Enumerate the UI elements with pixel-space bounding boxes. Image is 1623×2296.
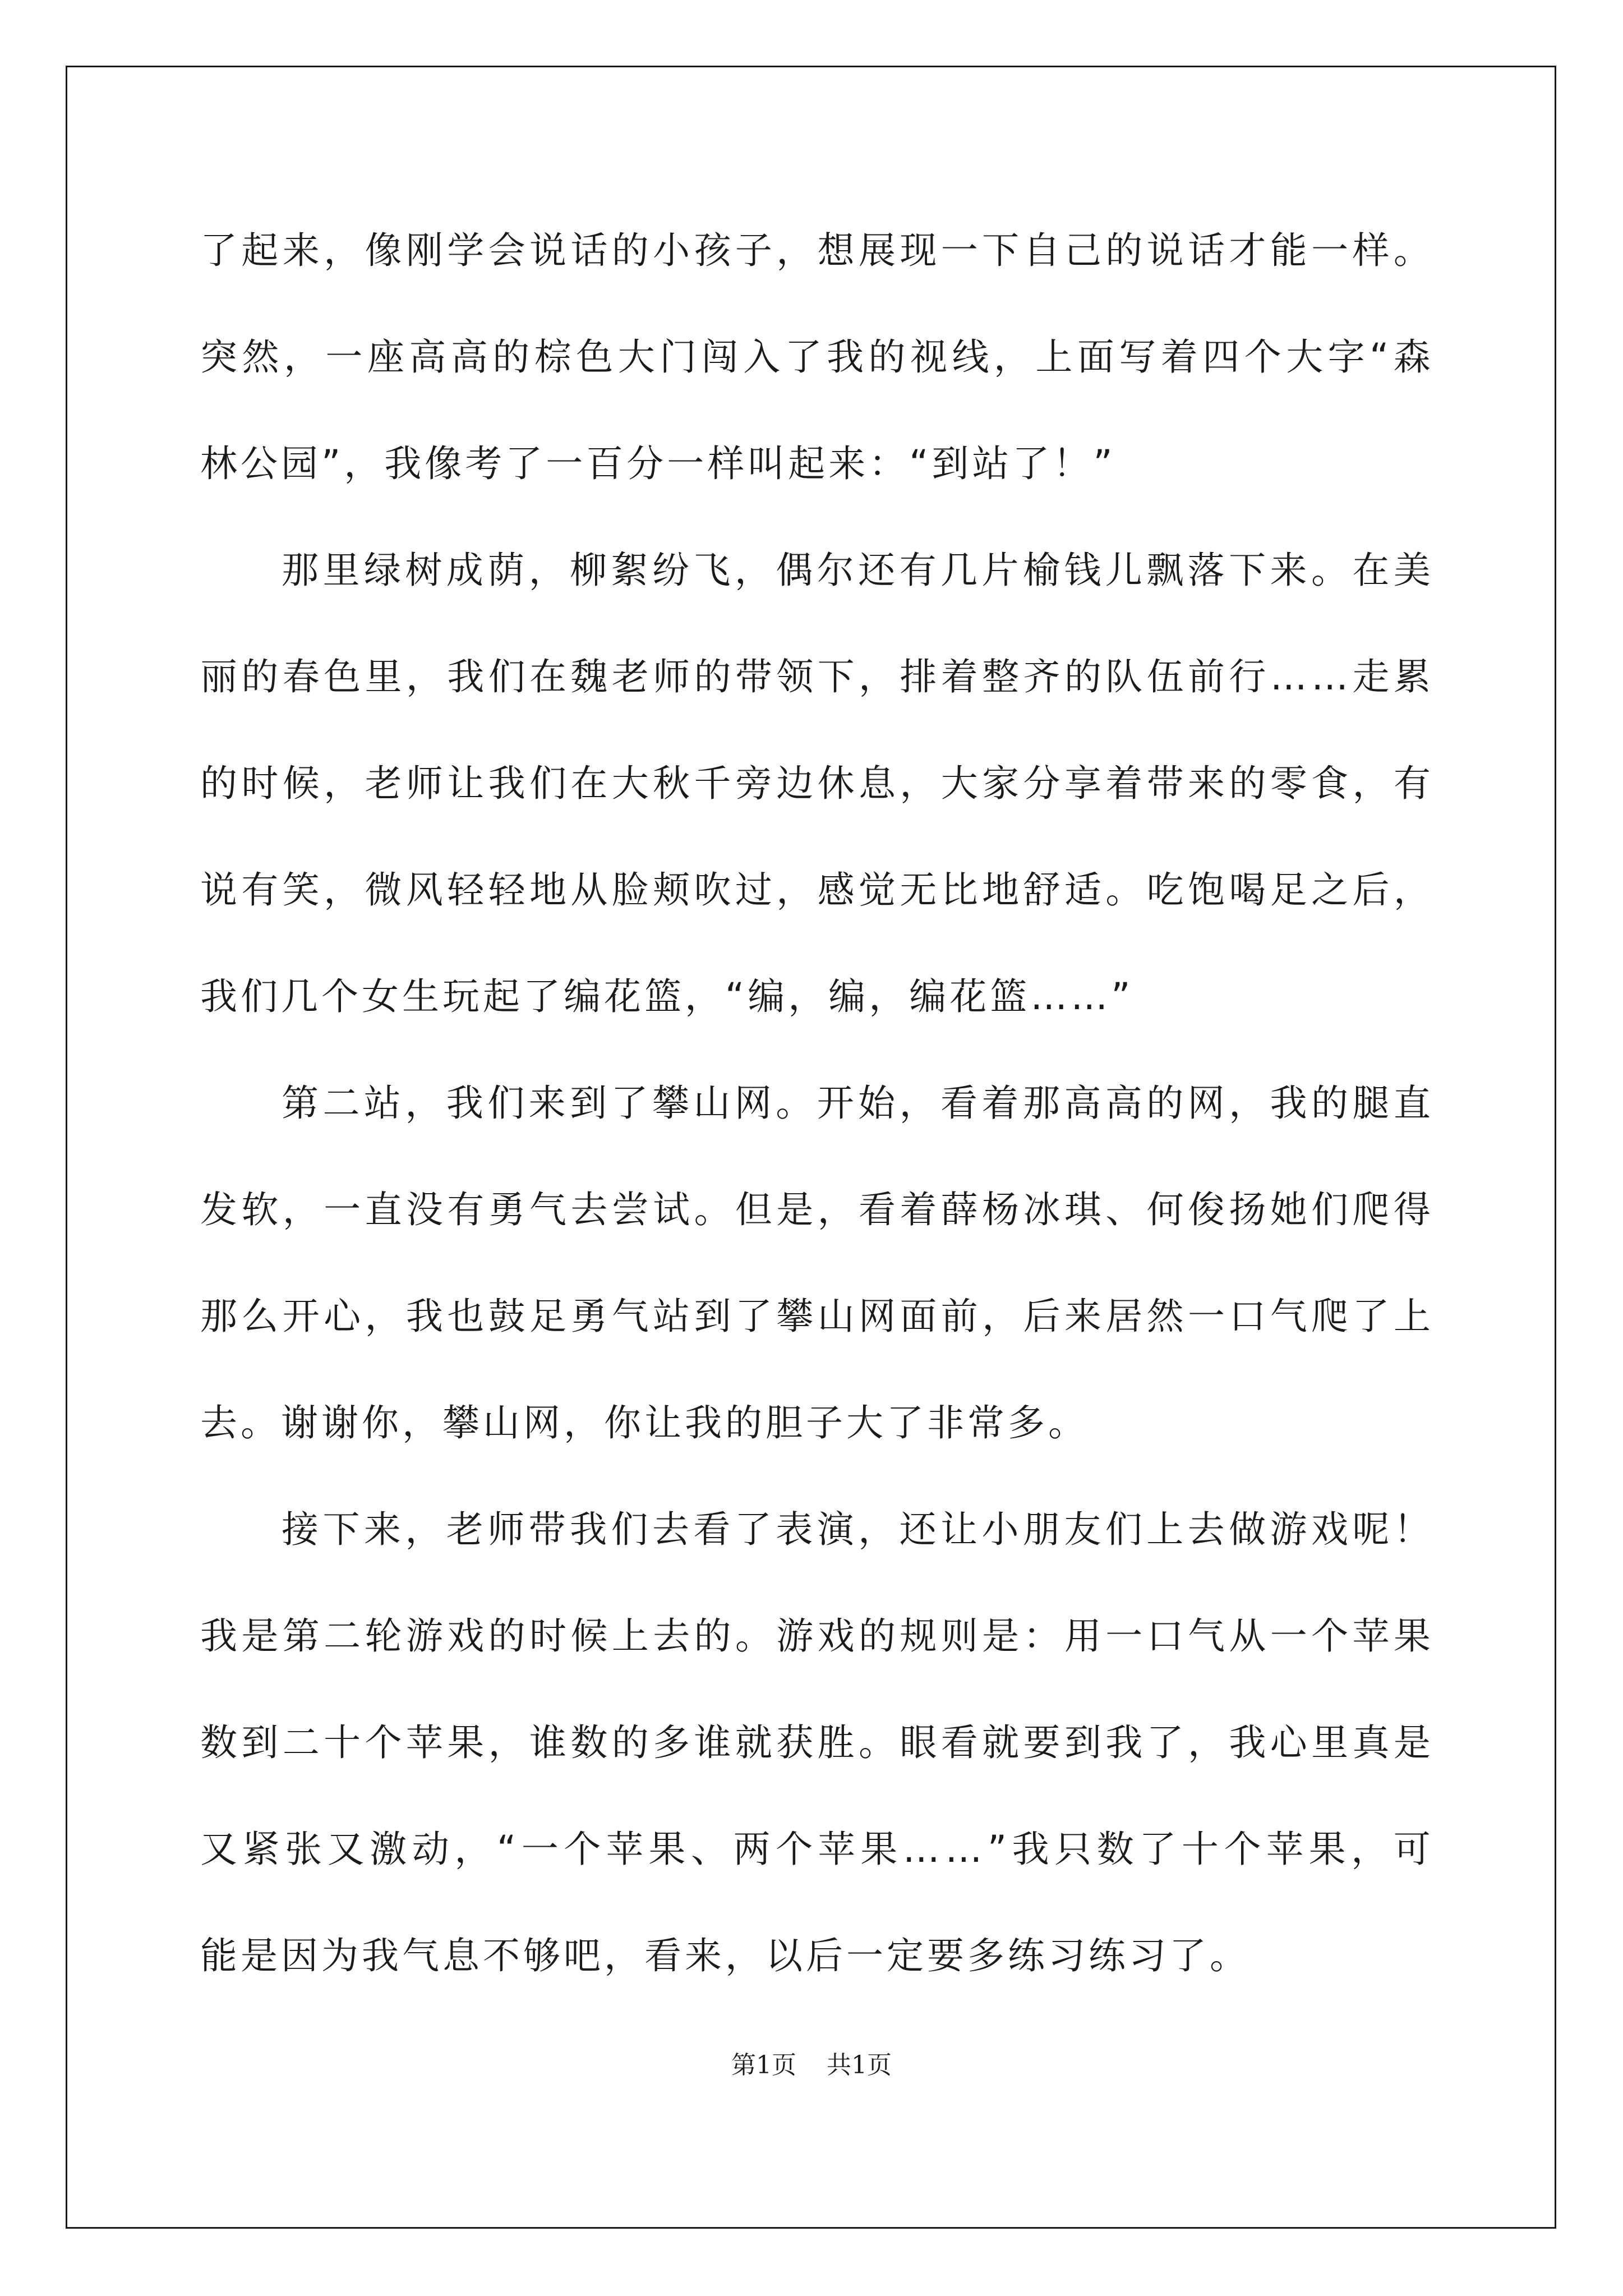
- document-body: [200, 197, 1434, 2009]
- page-footer: [0, 2045, 1623, 2081]
- paragraph: [200, 1476, 1434, 2009]
- text-line: 的 时 候 ， 老 师 让 我 们 在 大 秋 千 旁 边 休 息 ， 大 家 分 享 着 带 来 的 零 食 ， 有: [200, 762, 1434, 805]
- text-line: 那 里 绿 树 成 荫 ， 柳 絮 纷 飞 ， 偶 尔 还 有 几 片 榆 钱 儿 飘 落 下 来 。 在 美: [282, 549, 1434, 592]
- text-line: 突 然 ， 一 座 高 高 的 棕 色 大 门 闯 入 了 我 的 视 线 ， 上 面 写 着 四 个 大 字 “ 森: [200, 335, 1434, 379]
- page-number-total: 共1页: [827, 2051, 892, 2079]
- text-line: 能是因为我气息不够吧，看来，以后一定要多练习练习了。: [200, 1934, 1250, 1977]
- paragraph: [200, 197, 1434, 517]
- text-line: 又 紧 张 又 激 动 ， “ 一 个 苹 果 、 两 个 苹 果 … … ” 我 只 数 了 十 个 苹 果 ， 可: [200, 1828, 1434, 1871]
- text-line: 我 是 第 二 轮 游 戏 的 时 候 上 去 的 。 游 戏 的 规 则 是 ： 用 一 口 气 从 一 个 苹 果: [200, 1614, 1434, 1658]
- text-line: 说 有 笑 ， 微 风 轻 轻 地 从 脸 颊 吹 过 ， 感 觉 无 比 地 舒 适 。 吃 饱 喝 足 之 后 ，: [200, 868, 1434, 912]
- text-line: 我们几个女生玩起了编花篮，“编，编，编花篮……”: [200, 975, 1134, 1018]
- paragraph: [200, 517, 1434, 1050]
- text-line: 第 二 站 ， 我 们 来 到 了 攀 山 网 。 开 始 ， 看 着 那 高 高 的 网 ， 我 的 腿 直: [282, 1082, 1434, 1125]
- text-line: 了 起 来 ， 像 刚 学 会 说 话 的 小 孩 子 ， 想 展 现 一 下 自 己 的 说 话 才 能 一 样 。: [200, 229, 1434, 272]
- page-number-current: 第1页: [731, 2051, 796, 2079]
- text-line: 林公园”，我像考了一百分一样叫起来：“到站了！”: [200, 442, 1116, 485]
- text-line: 那 么 开 心 ， 我 也 鼓 足 勇 气 站 到 了 攀 山 网 面 前 ， 后 来 居 然 一 口 气 爬 了 上: [200, 1295, 1434, 1338]
- text-line: 发 软 ， 一 直 没 有 勇 气 去 尝 试 。 但 是 ， 看 着 薛 杨 冰 琪 、 何 俊 扬 她 们 爬 得: [200, 1188, 1434, 1231]
- text-line: 数 到 二 十 个 苹 果 ， 谁 数 的 多 谁 就 获 胜 。 眼 看 就 要 到 我 了 ， 我 心 里 真 是: [200, 1721, 1434, 1764]
- paragraph: [200, 1050, 1434, 1476]
- text-line: 去。谢谢你，攀山网，你让我的胆子大了非常多。: [200, 1401, 1089, 1444]
- text-line: 丽 的 春 色 里 ， 我 们 在 魏 老 师 的 带 领 下 ， 排 着 整 齐 的 队 伍 前 行 … … 走 累: [200, 655, 1434, 698]
- text-line: 接 下 来 ， 老 师 带 我 们 去 看 了 表 演 ， 还 让 小 朋 友 们 上 去 做 游 戏 呢 ！: [282, 1508, 1434, 1551]
